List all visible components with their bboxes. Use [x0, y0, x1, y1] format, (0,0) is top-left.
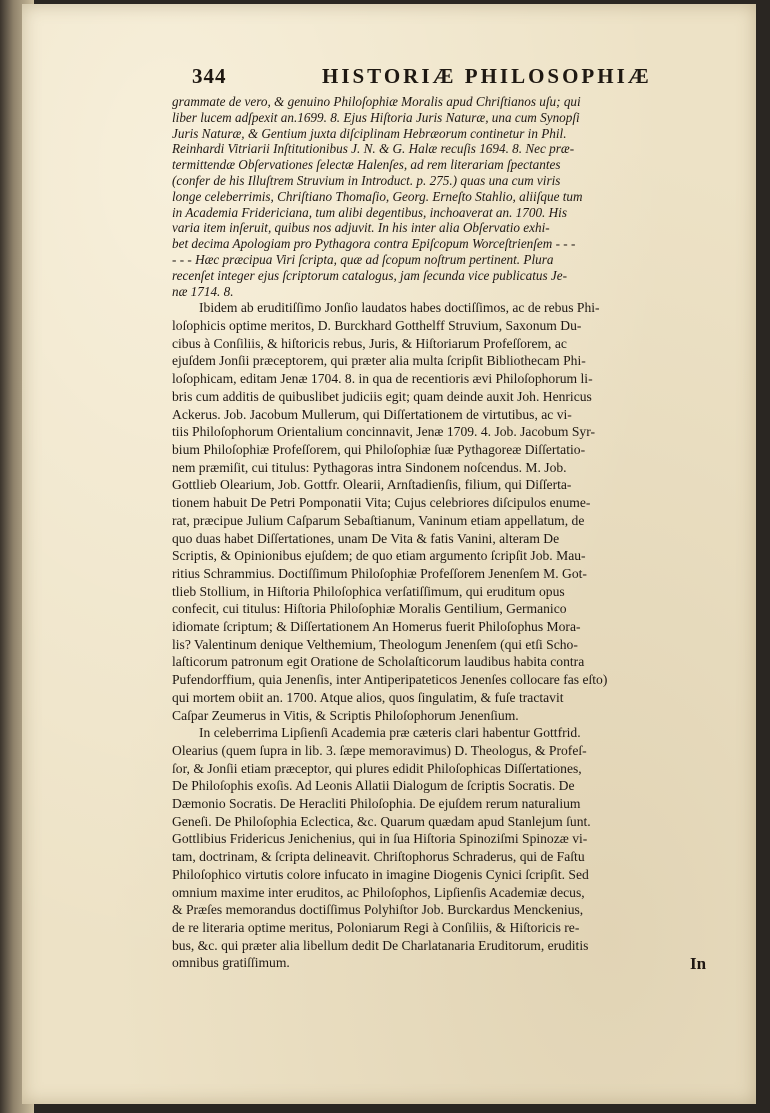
text-line: rat, præcipue Julium Caſparum Sebaſtianum, Vaninum etiam appellatum, de — [172, 512, 585, 528]
text-line: lis? Valentinum denique Velthemium, Theologum Jenenſem (qui etſi Scho- — [172, 636, 578, 652]
text-line: Geneſi. De Philoſophia Eclectica, &c. Quarum quædam apud Stanlejum ſunt. — [172, 813, 591, 829]
note-line: in Academia Fridericiana, tum alibi degentibus, inchoaverat an. 1700. His — [172, 204, 567, 220]
text-line: bium Philoſophiæ Profeſſorem, qui Philoſophiæ ſuæ Pythagoreæ Diſſertatio- — [172, 441, 586, 457]
text-line: omnibus gratiſſimum. — [172, 955, 290, 971]
text-line: de re literaria optime meritus, Poloniarum Regi à Conſiliis, & Hiſtoricis re- — [172, 919, 580, 935]
note-line: (confer de his Illuſtrem Struvium in Introduct. p. 275.) quas una cum viris — [172, 172, 561, 188]
text-line: Olearius (quem ſupra in lib. 3. ſæpe memoravimus) D. Theologus, & Profeſ- — [172, 742, 587, 758]
note-line: Reinhardi Vitriarii Inſtitutionibus J. N. & G. Halæ recuſis 1694. 8. Nec præ- — [172, 141, 575, 157]
note-line: næ 1714. 8. — [172, 283, 234, 299]
note-line: termittendæ Obſervationes ſelectæ Halenſes, ad rem literariam ſpectantes — [172, 157, 561, 173]
note-line: liber lucem adſpexit an.1699. 8. Ejus Hiſtoria Juris Naturæ, una cum Synopſi — [172, 109, 580, 125]
text-line: loſophicis optime meritos, D. Burckhard Gotthelff Struvium, Saxonum Du- — [172, 318, 582, 334]
text-line: Philoſophico virtutis colore infucato in imagine Diogenis Cynici ſcripſit. Sed — [172, 866, 589, 882]
paragraph — [172, 724, 739, 972]
text-line: idiomate ſcriptum; & Diſſertationem An Homerus fuerit Philoſophus Mora- — [172, 619, 581, 635]
text-line: tlieb Stollium, in Hiſtoria Philoſophica verſatiſſimum, qui eruditum opus — [172, 583, 565, 599]
text-line: tiis Philoſophorum Orientalium concinnavit, Jenæ 1709. 4. Job. Jacobum Syr- — [172, 424, 595, 440]
text-line: Gottlibius Fridericus Jenichenius, qui in ſua Hiſtoria Spinoziſmi Spinozæ vi- — [172, 831, 588, 847]
text-line: De Philoſophis exoſis. Ad Leonis Allatii Dialogum de ſcriptis Socratis. De — [172, 778, 575, 794]
note-line: varia item inſeruit, quibus nos adjuvit. In his inter alia Obſervatio exhi- — [172, 220, 550, 236]
note-line: Juris Naturæ, & Gentium juxta diſciplinam Hebræorum continetur in Phil. — [172, 125, 567, 141]
note-line: longe celeberrimis, Chriſtiano Thomaſio, Georg. Erneſto Stahlio, aliiſque tum — [172, 188, 583, 204]
paragraph — [172, 299, 739, 724]
footnote-continuation — [172, 94, 739, 299]
text-line: bus, &c. qui præter alia libellum dedit De Charlatanaria Eruditorum, eruditis — [172, 937, 589, 953]
note-line: bet decima Apologiam pro Pythagora contra Epiſcopum Worceſtrienſem - - - — [172, 236, 576, 252]
text-line: cibus à Conſiliis, & hiſtoricis rebus, Juris, & Hiſtoriarum Profeſſorem, ac — [172, 335, 567, 351]
page-header — [192, 64, 662, 94]
text-line: qui mortem obiit an. 1700. Atque alios, quos ſingulatim, & fuſe tractavit — [172, 689, 564, 705]
text-line: ejuſdem Jonſii præceptorem, qui præter alia multa ſcripſit Bibliothecam Phi- — [172, 353, 586, 369]
text-line: Gottlieb Olearium, Job. Gottfr. Olearii, Arnſtadienſis, filium, qui Diſſerta- — [172, 477, 572, 493]
text-line: ſor, & Jonſii etiam præceptor, qui plures edidit Philoſophicas Diſſertationes, — [172, 760, 582, 776]
text-line: Pufendorffium, quia Jenenſis, inter Antiperipateticos Jenenſes collocare fas eſto) — [172, 672, 608, 688]
running-title: HISTORIÆ PHILOSOPHIÆ — [322, 64, 652, 88]
text-line: Ackerus. Job. Jacobum Mullerum, qui Diſſertationem de virtutibus, ac vi- — [172, 406, 572, 422]
text-line: & Præſes memorandus doctiſſimus Polyhiſtor Job. Burckardus Menckenius, — [172, 902, 584, 918]
note-line: recenſet integer ejus ſcriptorum catalogus, jam ſecunda vice publicatus Je- — [172, 267, 568, 283]
text-line: tionem habuit De Petri Pomponatii Vita; Cujus celebriores diſcipulos enume- — [172, 495, 591, 511]
catchword: In — [690, 954, 707, 973]
text-line: laſticorum patronum egit Oratione de Scholaſticorum laudibus habita contra — [172, 654, 585, 670]
text-block — [172, 94, 739, 972]
text-line: bris cum additis de quibuslibet judiciis egit; quam deinde auxit Joh. Henricus — [172, 388, 592, 404]
text-line: Caſpar Zeumerus in Vitis, & Scriptis Philoſophorum Jenenſium. — [172, 707, 519, 723]
text-line: Ibidem ab eruditiſſimo Jonſio laudatos habes doctiſſimos, ac de rebus Phi- — [199, 300, 600, 316]
text-line: In celeberrima Lipſienſi Academia præ cæteris clari habentur Gottfrid. — [199, 725, 581, 741]
text-line: Dæmonio Socratis. De Heracliti Philoſophia. De ejuſdem rerum naturalium — [172, 796, 581, 812]
text-line: loſophicam, editam Jenæ 1704. 8. in qua de recentioris ævi Philoſophorum li- — [172, 371, 593, 387]
text-line: quo duas habet Diſſertationes, unam De Vita & fatis Vanini, alteram De — [172, 530, 560, 546]
text-line: Scriptis, & Opinionibus ejuſdem; de quo etiam argumento ſcripſit Job. Mau- — [172, 548, 586, 564]
text-line: omnium maxime inter eruditos, ac Philoſophos, Lipſienſis Academiæ decus, — [172, 884, 585, 900]
text-line: tam, doctrinam, & ſcripta delineavit. Chriſtophorus Schraderus, qui de Faſtu — [172, 849, 585, 865]
text-line: confecit, cui titulus: Hiſtoria Philoſophiæ Moralis Gentilium, Germanico — [172, 601, 567, 617]
body-text — [172, 299, 739, 972]
page-number: 344 — [192, 64, 227, 88]
text-line: ritius Schrammius. Doctiſſimum Philoſophiæ Profeſſorem Jenenſem M. Got- — [172, 565, 587, 581]
note-line: grammate de vero, & genuino Philoſophiæ Moralis apud Chriſtianos uſu; qui — [172, 94, 581, 109]
text-line: nem præmiſit, cui titulus: Pythagoras intra Sindonem noſcendus. M. Job. — [172, 459, 567, 475]
note-line: - - - Hæc præcipua Viri ſcripta, quæ ad ſcopum noſtrum pertinent. Plura — [172, 251, 554, 267]
